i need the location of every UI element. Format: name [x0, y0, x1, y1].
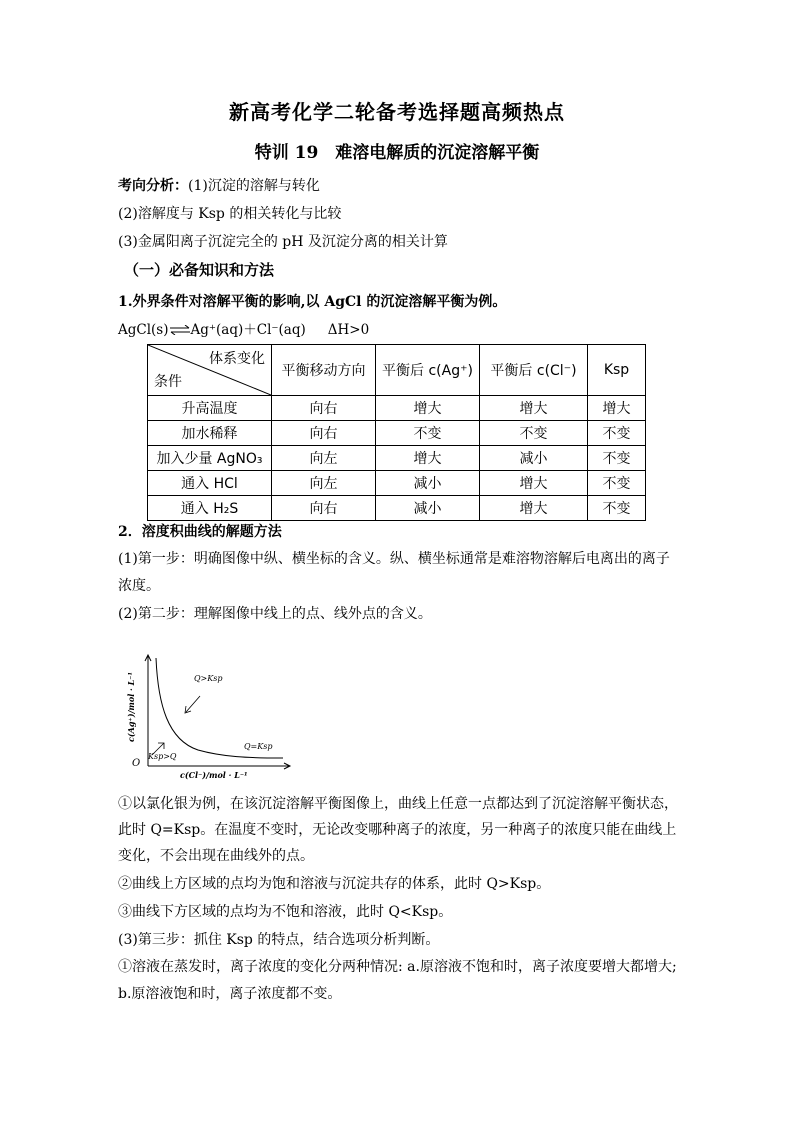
table-cell: 减小: [376, 471, 480, 496]
x-axis-label: c(Cl⁻)/mol · L⁻¹: [180, 770, 248, 780]
page-subtitle: 特训 19 难溶电解质的沉淀溶解平衡: [254, 143, 540, 163]
table-cell: 通入 H₂S: [148, 496, 272, 521]
table-row: [148, 396, 646, 421]
table-row: [148, 446, 646, 471]
table-cell: 增大: [480, 471, 588, 496]
step-3-line-2: b.原溶液饱和时，离子浓度都不变。: [118, 986, 342, 1002]
table-cell: 不变: [376, 421, 480, 446]
table-cell: 升高温度: [148, 396, 272, 421]
step-3-text: (3)第三步：抓住 Ksp 的特点，结合选项分析判断。: [118, 932, 440, 948]
table-cell: 向右: [272, 496, 376, 521]
paragraph-1-line-3: 变化，不会出现在曲线外的点。: [118, 848, 314, 864]
origin-label: O: [132, 758, 141, 769]
region-below-label: Ksp>Q: [148, 752, 177, 761]
section-heading: （一）必备知识和方法: [124, 261, 275, 279]
paragraph-1-line-2: 此时 Q=Ksp。在温度不变时，无论改变哪种离子的浓度，另一种离子的浓度只能在曲线上: [118, 822, 677, 838]
point-2-heading: 2．溶度积曲线的解题方法: [118, 524, 282, 540]
table-cell: 向右: [272, 396, 376, 421]
table-cell: 增大: [480, 496, 588, 521]
table-cell: 向右: [272, 421, 376, 446]
table-cell: 不变: [588, 496, 646, 521]
equilibrium-equation: [118, 318, 369, 339]
analysis-line-1: [118, 176, 320, 196]
point-1-heading: 1.外界条件对溶解平衡的影响,以 AgCl 的沉淀溶解平衡为例。: [118, 294, 507, 310]
table-cell: 不变: [480, 421, 588, 446]
table-cell: 增大: [480, 396, 588, 421]
corner-top-label: 体系变化: [209, 351, 265, 367]
ksp-curve-diagram: [118, 650, 298, 785]
table-cell: 不变: [588, 421, 646, 446]
step-3-line-1: ①溶液在蒸发时，离子浓度的变化分两种情况: a.原溶液不饱和时，离子浓度要增大都增大;: [118, 959, 677, 975]
paragraph-1-line-1: ①以氯化银为例，在该沉淀溶解平衡图像上，曲线上任意一点都达到了沉淀溶解平衡状态，: [118, 796, 678, 812]
y-axis-label: c(Ag⁺)/mol · L⁻¹: [126, 672, 136, 742]
table-cell: 向左: [272, 446, 376, 471]
table-cell: 不变: [588, 471, 646, 496]
table-cell: 通入 HCl: [148, 471, 272, 496]
equation-right: Ag⁺(aq)＋Cl⁻(aq): [190, 322, 306, 338]
analysis-item-2: (2)溶解度与 Ksp 的相关转化与比较: [118, 206, 342, 222]
step-1-line-2: 浓度。: [118, 578, 160, 594]
analysis-item-3: (3)金属阳离子沉淀完全的 pH 及沉淀分离的相关计算: [118, 234, 448, 250]
table-header-cell: 平衡移动方向: [272, 345, 376, 396]
step-1-line-1: (1)第一步：明确图像中纵、横坐标的含义。纵、横坐标通常是难溶物溶解后电离出的离子: [118, 551, 670, 567]
table-cell: 加水稀释: [148, 421, 272, 446]
table-header-cell: Ksp: [588, 345, 646, 396]
paragraph-2: ②曲线上方区域的点均为饱和溶液与沉淀共存的体系，此时 Q>Ksp。: [118, 876, 551, 892]
equilibrium-arrow-icon: [169, 323, 191, 339]
table-row: [148, 421, 646, 446]
arrow-above: [186, 696, 200, 712]
table-cell: 增大: [588, 396, 646, 421]
region-above-label: Q>Ksp: [194, 674, 223, 683]
table-cell: 增大: [376, 446, 480, 471]
table-cell: 向左: [272, 471, 376, 496]
analysis-item-1: (1)沉淀的溶解与转化: [188, 178, 320, 194]
page-title: 新高考化学二轮备考选择题高频热点: [229, 100, 565, 124]
table-header-cell: 平衡后 c(Ag⁺): [376, 345, 480, 396]
table-row: [148, 471, 646, 496]
curve-label: Q=Ksp: [244, 742, 273, 751]
equilibrium-table: [147, 344, 646, 521]
table-corner-cell: [148, 345, 272, 396]
table-header-row: [148, 345, 646, 396]
table-cell: 减小: [376, 496, 480, 521]
corner-bottom-label: 条件: [154, 374, 182, 390]
table-header-cell: 平衡后 c(Cl⁻): [480, 345, 588, 396]
table-cell: 增大: [376, 396, 480, 421]
analysis-label: 考向分析：: [118, 178, 188, 194]
table-cell: 加入少量 AgNO₃: [148, 446, 272, 471]
step-2-text: (2)第二步：理解图像中线上的点、线外点的含义。: [118, 606, 432, 622]
equation-left: AgCl(s): [118, 322, 169, 338]
table-cell: 不变: [588, 446, 646, 471]
table-row: [148, 496, 646, 521]
table-cell: 减小: [480, 446, 588, 471]
paragraph-3: ③曲线下方区域的点均为不饱和溶液，此时 Q<Ksp。: [118, 904, 453, 920]
enthalpy-condition: ΔH>0: [327, 322, 370, 338]
